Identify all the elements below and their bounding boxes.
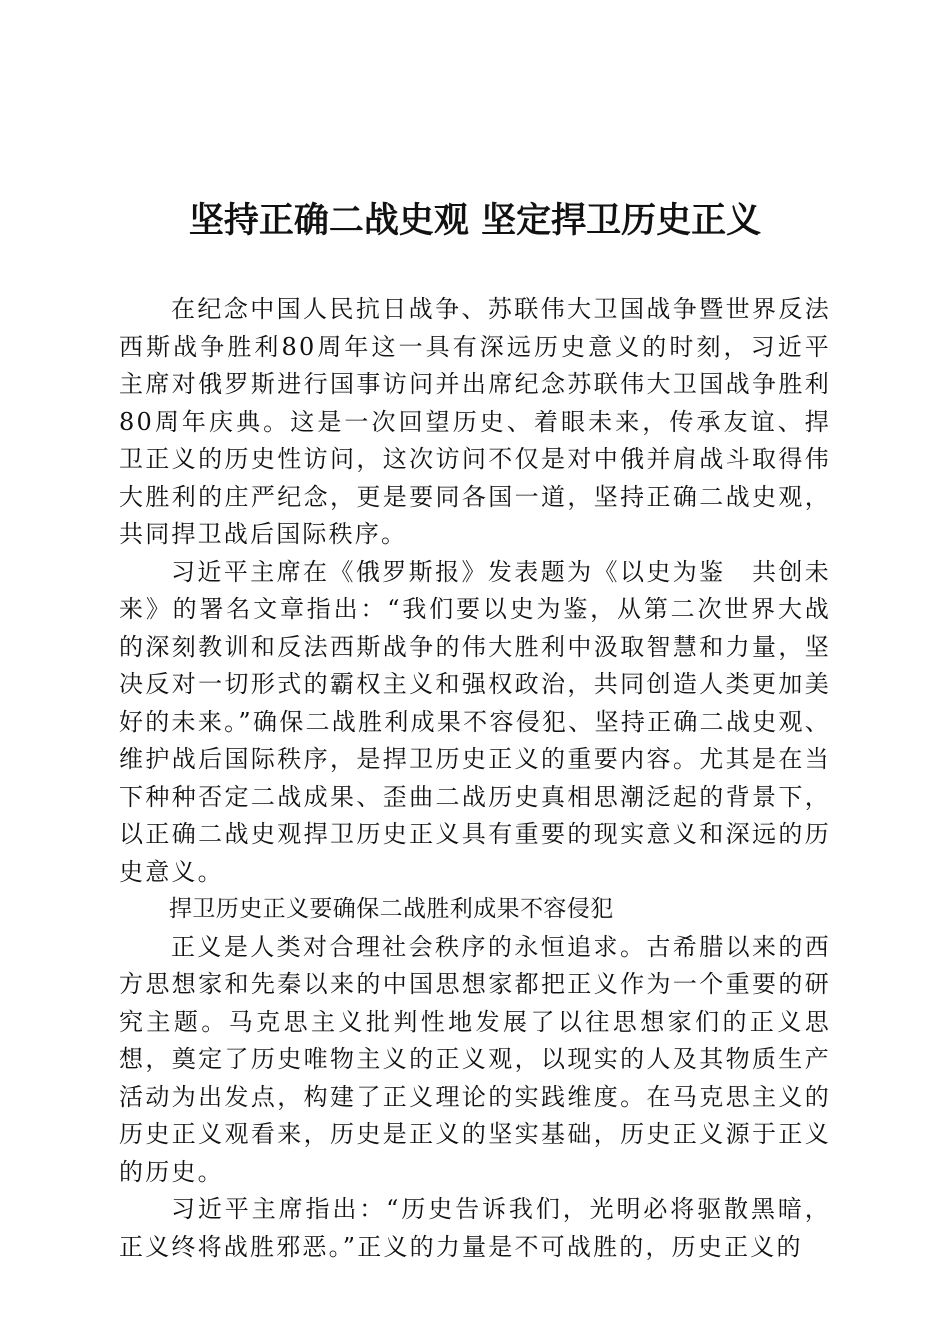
document-body <box>119 291 831 1266</box>
paragraph: 习近平主席指出：“历史告诉我们，光明必将驱散黑暗，正义终将战胜邪恶。”正义的力量是不可战胜的，历史正义的 <box>119 1195 831 1261</box>
paragraph: 正义是人类对合理社会秩序的永恒追求。古希腊以来的西方思想家和先秦以来的中国思想家都把正义作为一个重要的研究主题。马克思主义批判性地发展了以往思想家们的正义思想，奠定了历史唯物主义的正义观，以现实的人及其物质生产活动为出发点，构建了正义理论的实践维度。在马克思主义的历史正义观看来，历史是正义的坚实基础，历史正义源于正义的历史。 <box>119 932 831 1186</box>
section-heading: 捍卫历史正义要确保二战胜利成果不容侵犯 <box>169 896 614 922</box>
document-title: 坚持正确二战史观 坚定捍卫历史正义 <box>188 200 762 241</box>
paragraph: 在纪念中国人民抗日战争、苏联伟大卫国战争暨世界反法西斯战争胜利80周年这一具有深远历史意义的时刻，习近平主席对俄罗斯进行国事访问并出席纪念苏联伟大卫国战争胜利80周年庆典。这是一次回望历史、着眼未来，传承友谊、捍卫正义的历史性访问，这次访问不仅是对中俄并肩战斗取得伟大胜利的庄严纪念，更是要同各国一道，坚持正确二战史观，共同捍卫战后国际秩序。 <box>119 295 831 548</box>
paragraph: 习近平主席在《俄罗斯报》发表题为《以史为鉴 共创未来》的署名文章指出：“我们要以史为鉴，从第二次世界大战的深刻教训和反法西斯战争的伟大胜利中汲取智慧和力量，坚决反对一切形式的霸权主义和强权政治，共同创造人类更加美好的未来。”确保二战胜利成果不容侵犯、坚持正确二战史观、维护战后国际秩序，是捍卫历史正义的重要内容。尤其是在当下种种否定二战成果、歪曲二战历史真相思潮泛起的背景下，以正确二战史观捍卫历史正义具有重要的现实意义和深远的历史意义。 <box>119 557 831 886</box>
